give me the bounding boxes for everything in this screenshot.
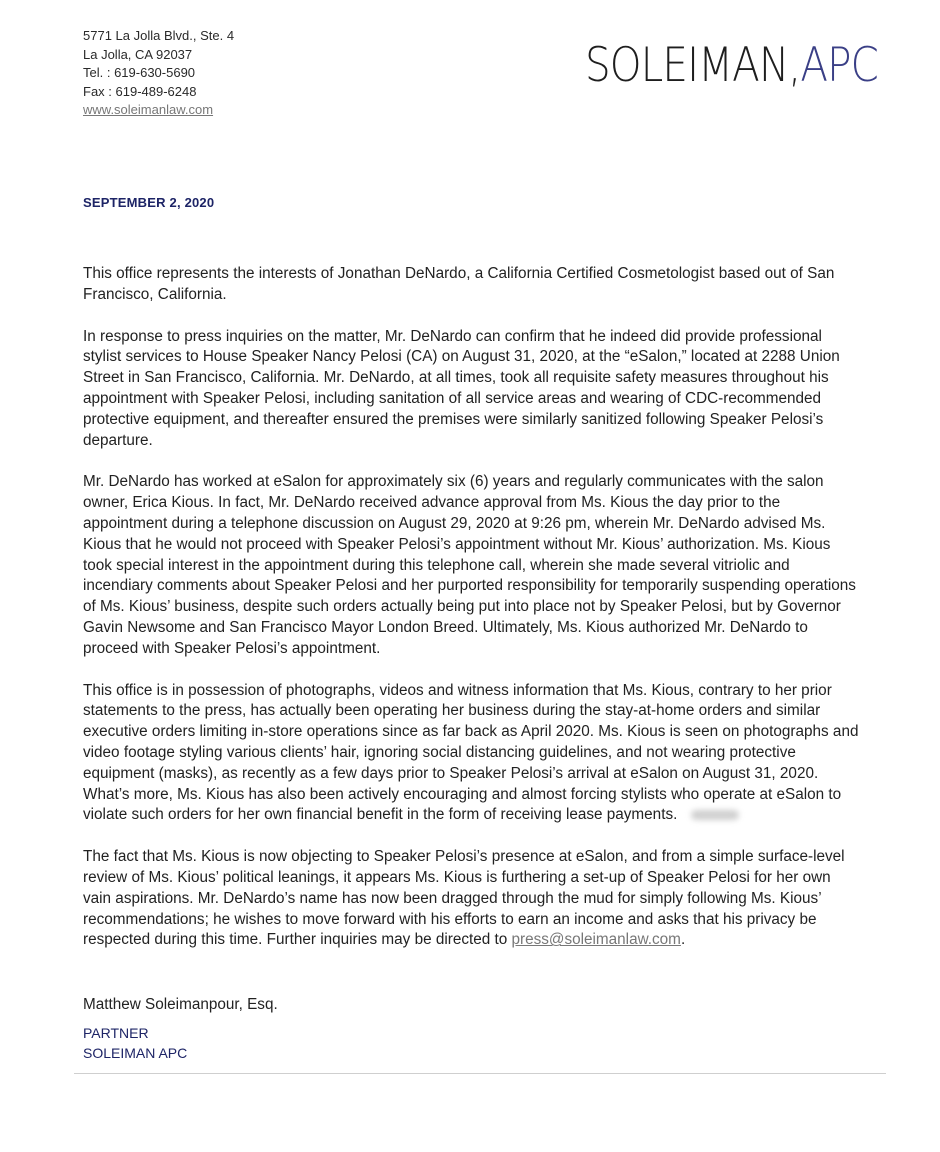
- paragraph-2: In response to press inquiries on the matter, Mr. DeNardo can confirm that he indeed did provide professional stylist services to House Speaker Nancy Pelosi (CA) on August 31, 2020, at the “eSalon,” located at 2288 Union Street in San Francisco, California. Mr. DeNardo, at all times, took all requisite safety measures throughout his appointment with Speaker Pelosi, including sanitation of all service areas and wearing of CDC-recommended protective equipment, and thereafter ensured the premises were similarly sanitized following Speaker Pelosi’s departure.: [83, 327, 840, 449]
- firm-logo: [585, 38, 878, 93]
- address-city: La Jolla, CA 92037: [83, 46, 193, 62]
- signatory-block: [83, 1023, 187, 1063]
- signatory-name: Matthew Soleimanpour, Esq.: [83, 996, 278, 1013]
- logo-apc-text: APC: [800, 38, 878, 93]
- address-street: 5771 La Jolla Blvd., Ste. 4: [83, 28, 235, 43]
- footer-divider: [74, 1073, 886, 1074]
- address-fax: Fax : 619-489-6248: [83, 83, 197, 99]
- redaction-blur: [691, 810, 739, 820]
- paragraph-4-text: This office is in possession of photographs, videos and witness information that Ms. Kious, contrary to her prior statements to the press, has actually been operating her business during the stay-at-home orders and similar executive orders limiting in-store operations since as far back as April 2020. Ms. Kious is seen on photographs and video footage styling various clients’ hair, ignoring social distancing guidelines, and not wearing protective equipment (masks), as recently as a few days prior to Speaker Pelosi’s arrival at eSalon on August 31, 2020. What’s more, Ms. Kious has also been actively encouraging and almost forcing stylists who operate at eSalon to violate such orders for her own financial benefit in the form of receiving lease payments.: [83, 681, 859, 824]
- website-link[interactable]: www.soleimanlaw.com: [83, 102, 214, 117]
- signatory-title: PARTNER: [83, 1025, 149, 1041]
- paragraph-5: [83, 847, 859, 951]
- press-email-link[interactable]: press@soleimanlaw.com: [511, 931, 681, 949]
- address-phone: Tel. : 619-630-5690: [83, 65, 196, 80]
- paragraph-5-text: The fact that Ms. Kious is now objecting to Speaker Pelosi’s presence at eSalon, and from a simple surface-level review of Ms. Kious’ political leanings, it appears Ms. Kious is furthering a set-up of Speaker Pelosi for her own vain aspirations. Mr. DeNardo’s name has now been dragged through the mud for simply following Ms. Kious’ recommendations; he wishes to move forward with his efforts to earn an income and asks that his privacy be respected during this time. Further inquiries may be directed to: [83, 848, 845, 949]
- paragraph-5-end: .: [680, 931, 686, 949]
- paragraph-1: This office represents the interests of Jonathan DeNardo, a California Certified Cosmetologist based out of San Francisco, California.: [83, 265, 835, 303]
- signatory-firm: SOLEIMAN APC: [83, 1045, 188, 1061]
- paragraph-3: Mr. DeNardo has worked at eSalon for approximately six (6) years and regularly communicates with the salon owner, Erica Kious. In fact, Mr. DeNardo received advance approval from Ms. Kious the day prior to the appointment during a telephone discussion on August 29, 2020 at 9:26 pm, wherein Mr. DeNardo advised Ms. Kious that he would not proceed with Speaker Pelosi’s appointment without Mr. Kious’ authorization. Ms. Kious took special interest in the appointment during this telephone call, wherein she made several vitriolic and incendiary comments about Speaker Pelosi and her purported responsibility for temporarily suspending operations of Ms. Kious’ business, despite such orders actually being put into place not by Speaker Pelosi, but by Governor Gavin Newsome and San Francisco Mayor London Breed. Ultimately, Ms. Kious authorized Mr. DeNardo to proceed with Speaker Pelosi’s appointment.: [83, 473, 856, 657]
- letterhead-address: [83, 27, 234, 120]
- paragraph-4: [83, 681, 859, 827]
- letter-date: SEPTEMBER 2, 2020: [83, 195, 215, 210]
- logo-main-text: SOLEIMAN,: [585, 38, 801, 93]
- letter-body: [83, 264, 859, 972]
